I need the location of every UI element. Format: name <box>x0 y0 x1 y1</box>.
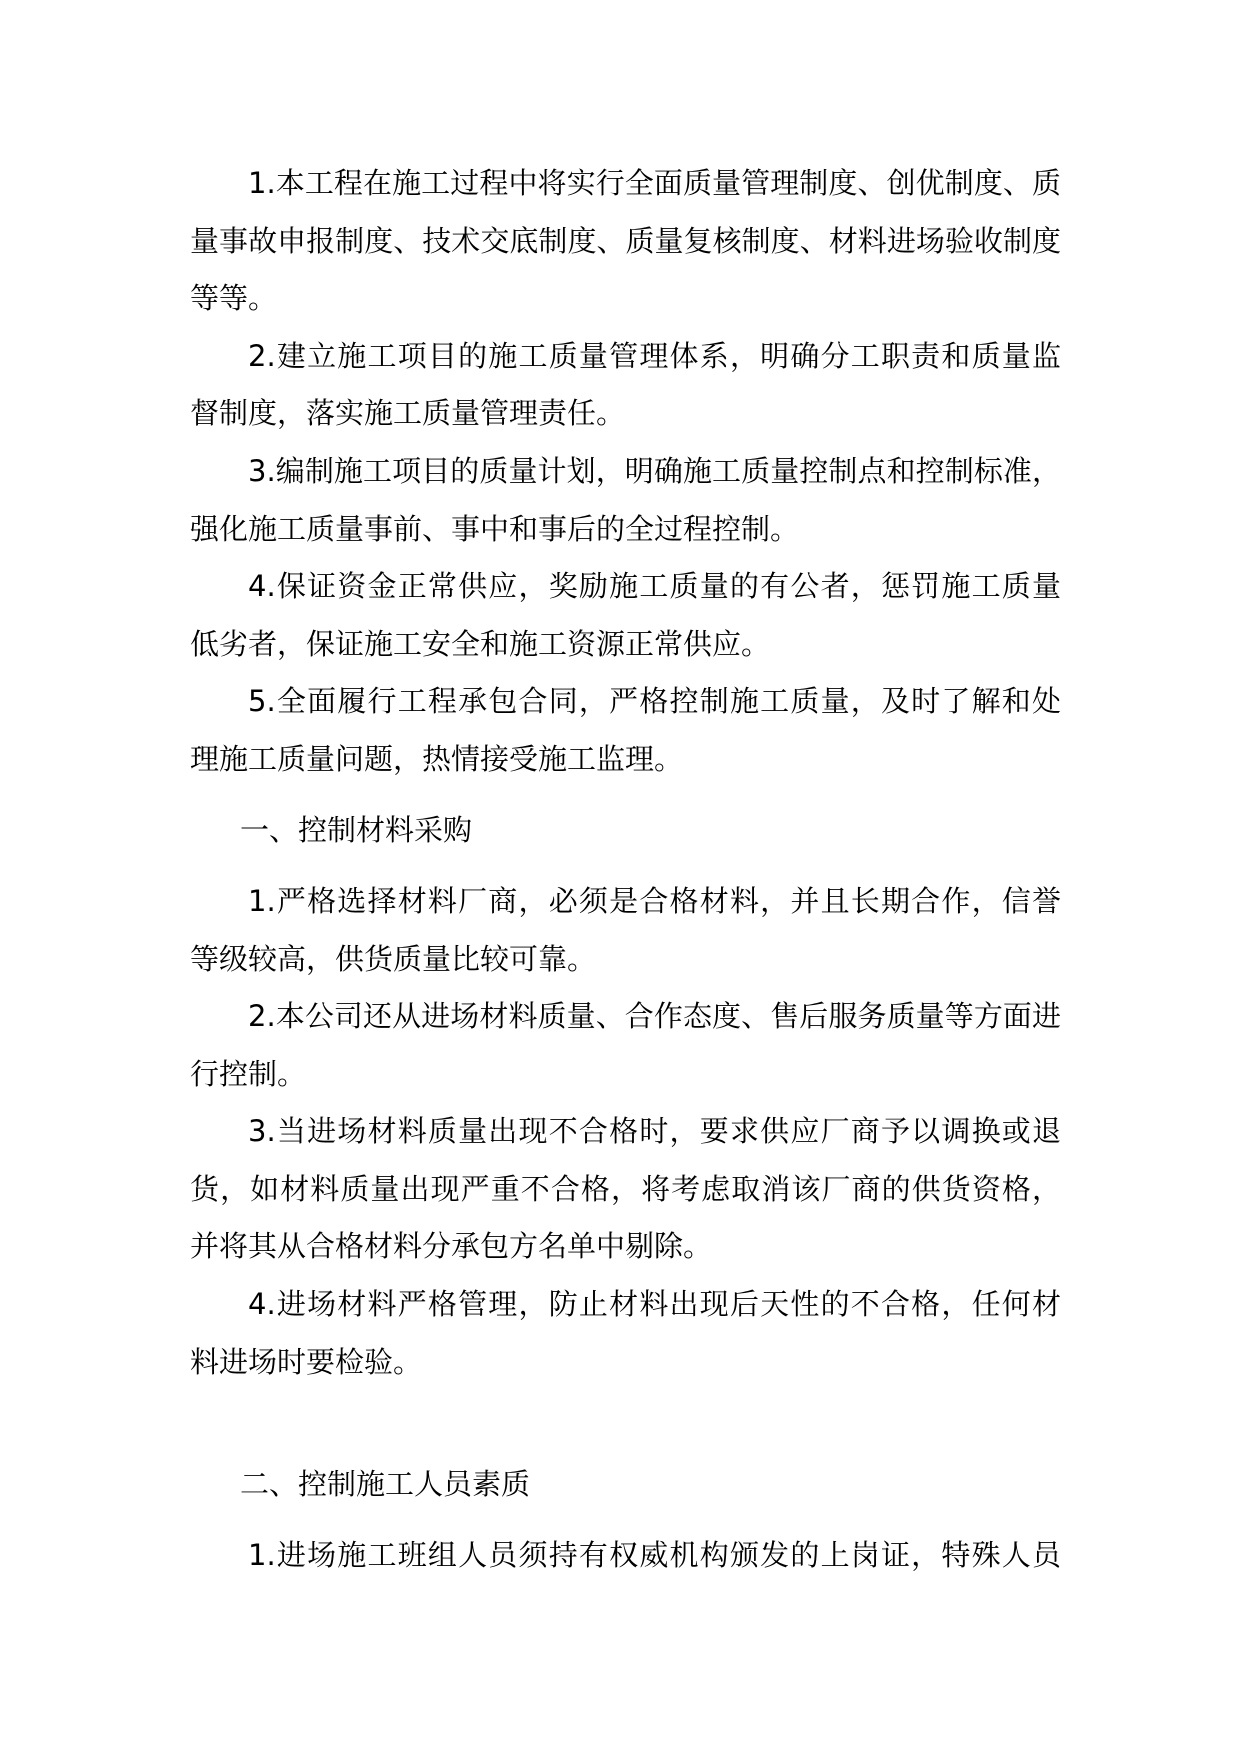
paragraph-line: 行控制。 <box>190 1056 307 1091</box>
paragraph-line: 并将其从合格材料分承包方名单中剔除。 <box>190 1229 713 1264</box>
intro-item-2 <box>190 328 1061 443</box>
paragraph-line: 货，如材料质量出现严重不合格，将考虑取消该厂商的供货资格， <box>190 1171 1061 1206</box>
intro-item-4 <box>190 558 1061 673</box>
paragraph-line: 1.严格选择材料厂商，必须是合格材料，并且长期合作，信誉 <box>248 883 1061 918</box>
paragraph-line: 2.本公司还从进场材料质量、合作态度、售后服务质量等方面进 <box>248 999 1061 1034</box>
paragraph-line: 理施工质量问题，热情接受施工监理。 <box>190 741 684 776</box>
paragraph-line: 等等。 <box>190 281 278 316</box>
paragraph-line: 督制度，落实施工质量管理责任。 <box>190 396 626 431</box>
paragraph-line: 4.保证资金正常供应，奖励施工质量的有公者，惩罚施工质量 <box>248 569 1061 604</box>
section-heading-material-procurement: 一、控制材料采购 <box>240 812 473 847</box>
paragraph-line: 等级较高，供货质量比较可靠。 <box>190 941 597 976</box>
section-1-item-1 <box>190 873 1061 988</box>
paragraph-line: 强化施工质量事前、事中和事后的全过程控制。 <box>190 511 800 546</box>
section-1-item-2 <box>190 988 1061 1103</box>
section-1-item-4 <box>190 1276 1061 1391</box>
intro-item-1 <box>190 155 1061 328</box>
document-body <box>190 155 1061 1584</box>
paragraph-line: 料进场时要检验。 <box>190 1344 423 1379</box>
section-1-item-3 <box>190 1103 1061 1276</box>
intro-item-5 <box>190 673 1061 788</box>
section-heading-personnel-quality: 二、控制施工人员素质 <box>240 1466 531 1501</box>
paragraph-line: 1.进场施工班组人员须持有权威机构颁发的上岗证，特殊人员 <box>248 1537 1061 1572</box>
intro-item-3 <box>190 443 1061 558</box>
paragraph-line: 3.编制施工项目的质量计划，明确施工质量控制点和控制标准， <box>248 453 1061 488</box>
paragraph-line: 1.本工程在施工过程中将实行全面质量管理制度、创优制度、质 <box>248 166 1061 200</box>
paragraph-line: 3.当进场材料质量出现不合格时，要求供应厂商予以调换或退 <box>248 1114 1061 1149</box>
paragraph-line: 低劣者，保证施工安全和施工资源正常供应。 <box>190 626 771 661</box>
paragraph-line: 2.建立施工项目的施工质量管理体系，明确分工职责和质量监 <box>248 338 1061 373</box>
paragraph-line: 量事故申报制度、技术交底制度、质量复核制度、材料进场验收制度 <box>190 223 1061 258</box>
paragraph-line: 4.进场材料严格管理，防止材料出现后天性的不合格，任何材 <box>248 1287 1061 1322</box>
section-2-item-1 <box>190 1527 1061 1585</box>
paragraph-line: 5.全面履行工程承包合同，严格控制施工质量，及时了解和处 <box>248 684 1061 719</box>
